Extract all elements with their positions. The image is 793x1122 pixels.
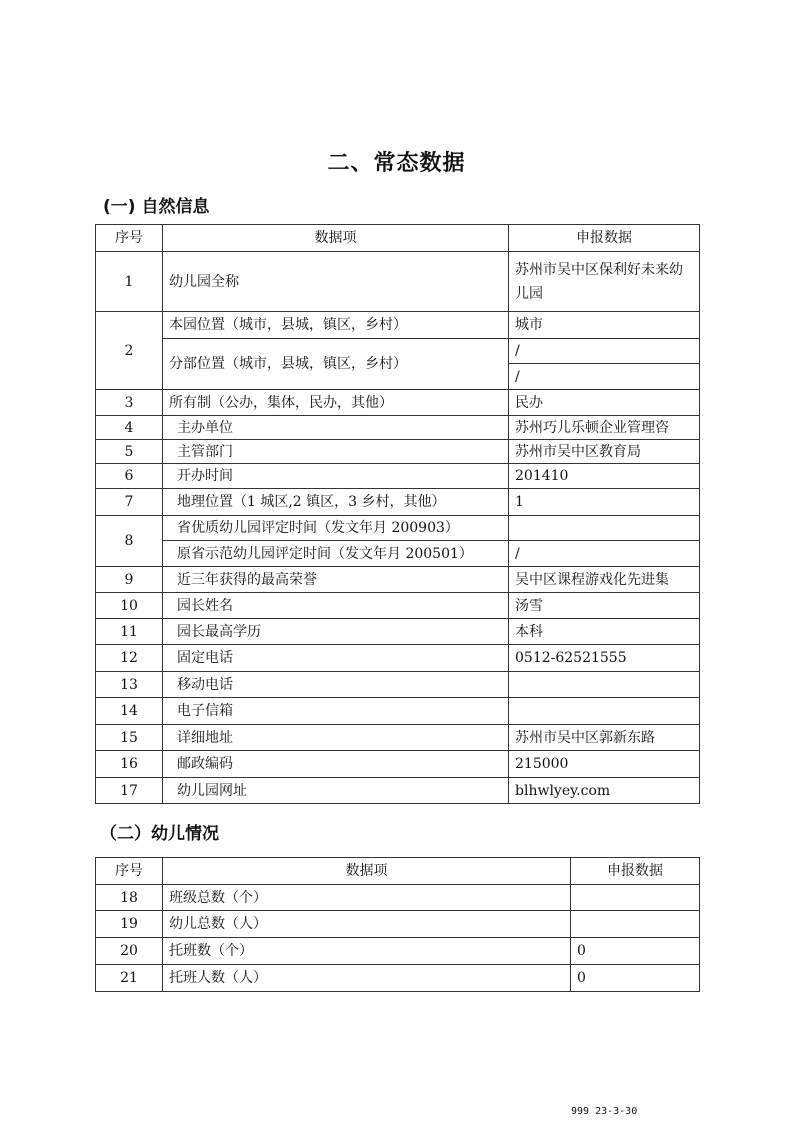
row-value: 苏州市吴中区教育局: [509, 440, 700, 464]
row-item: 园长最高学历: [163, 619, 509, 645]
table-row: [96, 593, 700, 619]
table-header-row: [96, 225, 700, 252]
row-value: 本科: [509, 619, 700, 645]
header-item: 数据项: [163, 225, 509, 252]
table-row: [96, 965, 700, 992]
row-item: 班级总数（个）: [163, 885, 571, 911]
row-value: 215000: [509, 751, 700, 778]
row-no: 14: [96, 698, 163, 725]
row-no: 3: [96, 390, 163, 416]
table-row: [96, 339, 700, 364]
row-no: 4: [96, 416, 163, 440]
row-item: 幼儿园全称: [163, 252, 509, 312]
row-value: [571, 911, 700, 938]
table-row: [96, 778, 700, 804]
row-no: 7: [96, 489, 163, 516]
table-row: [96, 440, 700, 464]
row-item: 邮政编码: [163, 751, 509, 778]
row-item: 园长姓名: [163, 593, 509, 619]
section-heading-natural-info: (一) 自然信息: [103, 197, 210, 217]
row-item: 移动电话: [163, 672, 509, 698]
row-item: 固定电话: [163, 645, 509, 672]
row-value: 苏州巧儿乐顿企业管理咨: [509, 416, 700, 440]
row-no: 12: [96, 645, 163, 672]
row-item: 详细地址: [163, 725, 509, 751]
row-item: 所有制（公办，集体，民办，其他）: [163, 390, 509, 416]
row-item: 电子信箱: [163, 698, 509, 725]
row-item: 原省示范幼儿园评定时间（发文年月 200501）: [163, 541, 509, 567]
row-value: 苏州市吴中区保利好未来幼儿园: [509, 252, 700, 312]
header-no: 序号: [96, 225, 163, 252]
row-no: 20: [96, 938, 163, 965]
table-row: [96, 312, 700, 339]
table-row: [96, 567, 700, 593]
header-value: 申报数据: [509, 225, 700, 252]
row-no: 11: [96, 619, 163, 645]
table-row: [96, 252, 700, 312]
row-item: 托班数（个）: [163, 938, 571, 965]
table-row: [96, 619, 700, 645]
row-item: 本园位置（城市，县城，镇区，乡村）: [163, 312, 509, 339]
header-no: 序号: [96, 858, 163, 885]
row-value: [509, 516, 700, 541]
row-value: 民办: [509, 390, 700, 416]
row-no: 9: [96, 567, 163, 593]
row-value: [571, 885, 700, 911]
row-item: 近三年获得的最高荣誉: [163, 567, 509, 593]
row-no: 21: [96, 965, 163, 992]
row-value: /: [509, 541, 700, 567]
row-value: 0: [571, 938, 700, 965]
row-no: 5: [96, 440, 163, 464]
row-no: 15: [96, 725, 163, 751]
row-value: 201410: [509, 464, 700, 489]
table-row: [96, 516, 700, 541]
row-value: 汤雪: [509, 593, 700, 619]
row-value: 0512-62521555: [509, 645, 700, 672]
row-no: 18: [96, 885, 163, 911]
row-no: 17: [96, 778, 163, 804]
table-row: [96, 885, 700, 911]
table-row: [96, 698, 700, 725]
natural-info-table: [95, 224, 700, 804]
row-value: /: [509, 339, 700, 364]
row-no: 6: [96, 464, 163, 489]
page-footer-stamp: 999 23-3-30: [571, 1106, 638, 1117]
table-row: [96, 725, 700, 751]
header-item: 数据项: [163, 858, 571, 885]
row-no: 8: [96, 516, 163, 567]
row-no: 1: [96, 252, 163, 312]
header-value: 申报数据: [571, 858, 700, 885]
table-header-row: [96, 858, 700, 885]
table-row: [96, 751, 700, 778]
row-item: 托班人数（人）: [163, 965, 571, 992]
row-value: 0: [571, 965, 700, 992]
row-value: 吴中区课程游戏化先进集: [509, 567, 700, 593]
table-row: [96, 464, 700, 489]
table-row: [96, 390, 700, 416]
row-item: 幼儿总数（人）: [163, 911, 571, 938]
table-row: [96, 672, 700, 698]
row-value: /: [509, 364, 700, 390]
row-value: blhwlyey.com: [509, 778, 700, 804]
row-item: 分部位置（城市，县城，镇区，乡村）: [163, 339, 509, 390]
row-value: 苏州市吴中区郭新东路: [509, 725, 700, 751]
row-no: 13: [96, 672, 163, 698]
row-item: 幼儿园网址: [163, 778, 509, 804]
children-info-table: [95, 857, 700, 992]
row-item: 地理位置（1 城区,2 镇区，3 乡村，其他）: [163, 489, 509, 516]
row-item: 省优质幼儿园评定时间（发文年月 200903）: [163, 516, 509, 541]
row-item: 主管部门: [163, 440, 509, 464]
row-no: 2: [96, 312, 163, 390]
table-row: [96, 938, 700, 965]
row-value: 城市: [509, 312, 700, 339]
row-value: [509, 698, 700, 725]
page-title: 二、常态数据: [327, 151, 466, 176]
table-row: [96, 541, 700, 567]
table-row: [96, 489, 700, 516]
section-heading-children-info: （二）幼儿情况: [100, 824, 219, 844]
table-row: [96, 645, 700, 672]
table-row: [96, 416, 700, 440]
row-value: 1: [509, 489, 700, 516]
table-row: [96, 911, 700, 938]
row-no: 16: [96, 751, 163, 778]
row-value: [509, 672, 700, 698]
row-item: 开办时间: [163, 464, 509, 489]
row-no: 19: [96, 911, 163, 938]
row-item: 主办单位: [163, 416, 509, 440]
row-no: 10: [96, 593, 163, 619]
